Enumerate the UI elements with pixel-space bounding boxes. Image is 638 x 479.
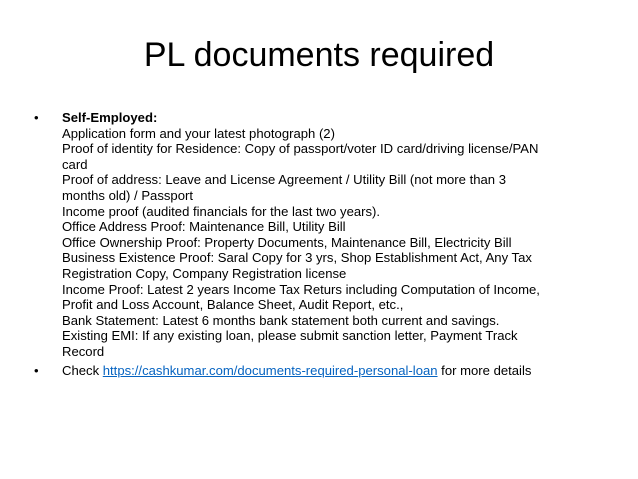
bullet-dot: • xyxy=(34,110,39,125)
doc-line: card xyxy=(62,156,88,172)
doc-line: Income proof (audited financials for the last two years). xyxy=(62,203,381,219)
check-suffix: for more details xyxy=(437,362,532,378)
bullet-self-employed xyxy=(34,110,608,360)
check-prefix: Check xyxy=(62,362,103,378)
doc-line: Application form and your latest photograph (2) xyxy=(62,125,335,141)
slide-title: PL documents required xyxy=(143,36,495,74)
doc-line: Proof of identity for Residence: Copy of passport/voter ID card/driving license/PAN xyxy=(62,141,539,157)
doc-line: Record xyxy=(62,343,105,359)
doc-line: Proof of address: Leave and License Agreement / Utility Bill (not more than 3 xyxy=(62,172,506,188)
bullet-dot: • xyxy=(34,362,39,378)
doc-line: months old) / Passport xyxy=(62,187,193,203)
details-link[interactable]: https://cashkumar.com/documents-required-personal-loan xyxy=(102,362,438,378)
doc-line: Bank Statement: Latest 6 months bank statement both current and savings. xyxy=(62,312,500,328)
self-employed-heading: Self-Employed: xyxy=(62,110,158,125)
doc-line: Registration Copy, Company Registration license xyxy=(62,265,347,281)
doc-line: Business Existence Proof: Saral Copy for 3 yrs, Shop Establishment Act, Any Tax xyxy=(62,250,532,266)
bullet-check xyxy=(34,363,608,379)
check-line xyxy=(62,363,608,379)
doc-line: Income Proof: Latest 2 years Income Tax Returs including Computation of Income, xyxy=(62,281,540,297)
doc-line: Existing EMI: If any existing loan, please submit sanction letter, Payment Track xyxy=(62,328,518,344)
doc-line: Profit and Loss Account, Balance Sheet, Audit Report, etc., xyxy=(62,297,404,313)
doc-line: Office Ownership Proof: Property Documents, Maintenance Bill, Electricity Bill xyxy=(62,234,512,250)
doc-line: Office Address Proof: Maintenance Bill, Utility Bill xyxy=(62,219,346,235)
slide-content xyxy=(34,110,608,378)
